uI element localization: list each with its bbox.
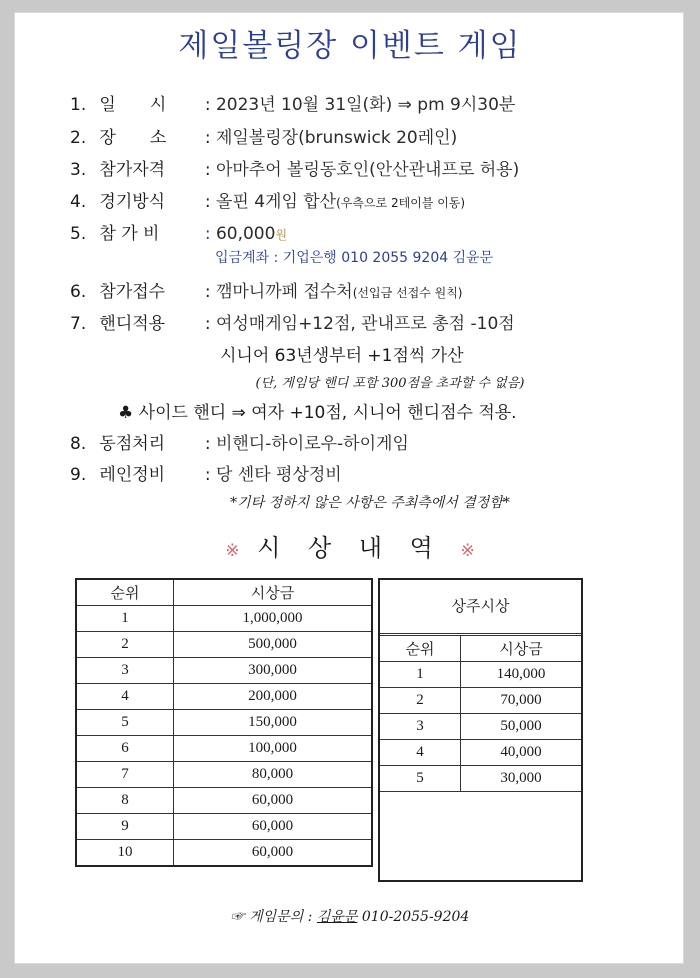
item-registration: 6. 참가접수 : 깸마니까페 접수처(선입금 선접수 원칙) (70, 277, 462, 302)
prize-table (75, 578, 373, 867)
item-value: 2023년 10월 31일(화) ⇒ pm 9시30분 (215, 95, 516, 115)
prize-cell: 100,000 (174, 736, 373, 762)
table-header (380, 636, 581, 662)
table-row (380, 662, 581, 688)
prize-cell: 60,000 (174, 788, 373, 814)
rank-cell: 3 (380, 714, 461, 740)
side-prize-box (378, 578, 583, 882)
prize-cell: 40,000 (461, 740, 582, 766)
prize-cell: 80,000 (174, 762, 373, 788)
prize-cell: 70,000 (461, 688, 582, 714)
item-unit: 원 (275, 228, 288, 242)
rank-cell: 10 (76, 840, 174, 867)
item-label: 일 시 (99, 95, 167, 115)
item-lane: 9. 레인정비 : 당 센타 평상정비 (70, 460, 342, 485)
prize-cell: 150,000 (174, 710, 373, 736)
table-row (76, 632, 372, 658)
item-value: 60,000 (215, 224, 276, 244)
item-eligibility: 3. 참가자격 : 아마추어 볼링동호인(안산관내프로 허용) (70, 155, 519, 180)
table-row (76, 684, 372, 710)
prize-cell: 1,000,000 (174, 606, 373, 632)
rank-cell: 1 (76, 606, 174, 632)
item-label: 장 소 (99, 128, 167, 148)
table-row (76, 658, 372, 684)
rank-cell: 4 (380, 740, 461, 766)
rank-cell: 7 (76, 762, 174, 788)
item-label: 참가접수 (99, 282, 166, 302)
item-num: 9. (70, 465, 87, 485)
rank-cell: 8 (76, 788, 174, 814)
item-label: 참 가 비 (99, 224, 160, 244)
table-row (76, 814, 372, 840)
item-label: 레인정비 (99, 465, 166, 485)
table-row (380, 688, 581, 714)
prize-cell: 200,000 (174, 684, 373, 710)
item-num: 5. (70, 224, 87, 244)
item-num: 4. (70, 192, 87, 212)
table-row (380, 714, 581, 740)
prize-cell: 60,000 (174, 814, 373, 840)
rank-cell: 9 (76, 814, 174, 840)
table-row (76, 788, 372, 814)
contact-name: 김윤문 (316, 909, 358, 925)
contact-line (0, 906, 700, 926)
etc-note: *기타 정하지 않은 사항은 주최측에서 결정함* (230, 495, 510, 511)
rank-cell: 3 (76, 658, 174, 684)
item-num: 7. (70, 314, 87, 334)
col-rank: 순위 (380, 636, 461, 662)
item-value: 깸마니까페 접수처 (215, 282, 353, 302)
item-value: 여성매게임+12점, 관내프로 총점 -10점 (215, 314, 515, 334)
prize-heading (0, 528, 700, 563)
handicap-note: (단, 게임당 핸디 포함 300점을 초과할 수 없음) (255, 376, 525, 391)
account-info: 입금계좌 : 기업은행 010 2055 9204 김윤문 (215, 250, 494, 266)
page-title: 제일볼링장 이벤트 게임 (178, 28, 522, 64)
item-note: (선입금 선접수 원칙) (352, 286, 463, 300)
col-prize: 시상금 (174, 579, 373, 606)
table-row (380, 766, 581, 792)
item-num: 1. (70, 95, 87, 115)
prize-cell: 50,000 (461, 714, 582, 740)
item-value: 당 센타 평상정비 (215, 465, 342, 485)
rank-cell: 5 (380, 766, 461, 792)
item-fee: 5. 참 가 비 : 60,000원 (70, 219, 287, 244)
item-date: 1. 일 시 : 2023년 10월 31일(화) ⇒ pm 9시30분 (70, 90, 515, 115)
item-value: 제일볼링장(brunswick 20레인) (215, 128, 458, 148)
table-row (76, 762, 372, 788)
prize-cell: 140,000 (461, 662, 582, 688)
contact-phone: 010-2055-9204 (361, 909, 470, 925)
rank-cell: 2 (380, 688, 461, 714)
item-num: 2. (70, 128, 87, 148)
reference-mark-icon: ※ (225, 541, 240, 561)
rank-cell: 5 (76, 710, 174, 736)
handicap-senior: 시니어 63년생부터 +1점씩 가산 (220, 346, 464, 366)
rank-cell: 4 (76, 684, 174, 710)
rank-cell: 2 (76, 632, 174, 658)
table-row (76, 736, 372, 762)
rank-cell: 1 (380, 662, 461, 688)
prize-cell: 300,000 (174, 658, 373, 684)
item-num: 6. (70, 282, 87, 302)
reference-mark-icon: ※ (460, 541, 475, 561)
item-label: 핸디적용 (99, 314, 166, 334)
item-venue: 2. 장 소 : 제일볼링장(brunswick 20레인) (70, 123, 457, 148)
prize-cell: 30,000 (461, 766, 582, 792)
item-label: 경기방식 (99, 192, 166, 212)
table-row (76, 840, 372, 867)
prize-title: 시 상 내 역 (257, 534, 443, 562)
item-value: 아마추어 볼링동호인(안산관내프로 허용) (215, 160, 520, 180)
table-row (380, 740, 581, 766)
table-row (76, 606, 372, 632)
side-prize-table (380, 635, 581, 792)
contact-label: 게임문의 : (249, 909, 313, 925)
table-header (76, 579, 372, 606)
pointing-hand-icon: ☞ (230, 909, 245, 925)
item-handicap: 7. 핸디적용 : 여성매게임+12점, 관내프로 총점 -10점 (70, 309, 515, 334)
prize-cell: 60,000 (174, 840, 373, 867)
rank-cell: 6 (76, 736, 174, 762)
item-label: 참가자격 (99, 160, 166, 180)
item-note: (우측으로 2테이블 이동) (336, 196, 466, 210)
side-prize-title: 상주시상 (380, 580, 581, 634)
side-handicap: ♣ 사이드 핸디 ⇒ 여자 +10점, 시니어 핸디점수 적용. (118, 403, 517, 423)
prize-cell: 500,000 (174, 632, 373, 658)
item-value: 비핸디-하이로우-하이게임 (215, 434, 409, 454)
item-value: 올핀 4게임 합산 (215, 192, 337, 212)
item-tiebreak: 8. 동점처리 : 비핸디-하이로우-하이게임 (70, 429, 409, 454)
item-format: 4. 경기방식 : 올핀 4게임 합산(우측으로 2테이블 이동) (70, 187, 465, 212)
col-rank: 순위 (76, 579, 174, 606)
item-num: 8. (70, 434, 87, 454)
item-label: 동점처리 (99, 434, 166, 454)
item-num: 3. (70, 160, 87, 180)
col-prize: 시상금 (461, 636, 582, 662)
table-row (76, 710, 372, 736)
